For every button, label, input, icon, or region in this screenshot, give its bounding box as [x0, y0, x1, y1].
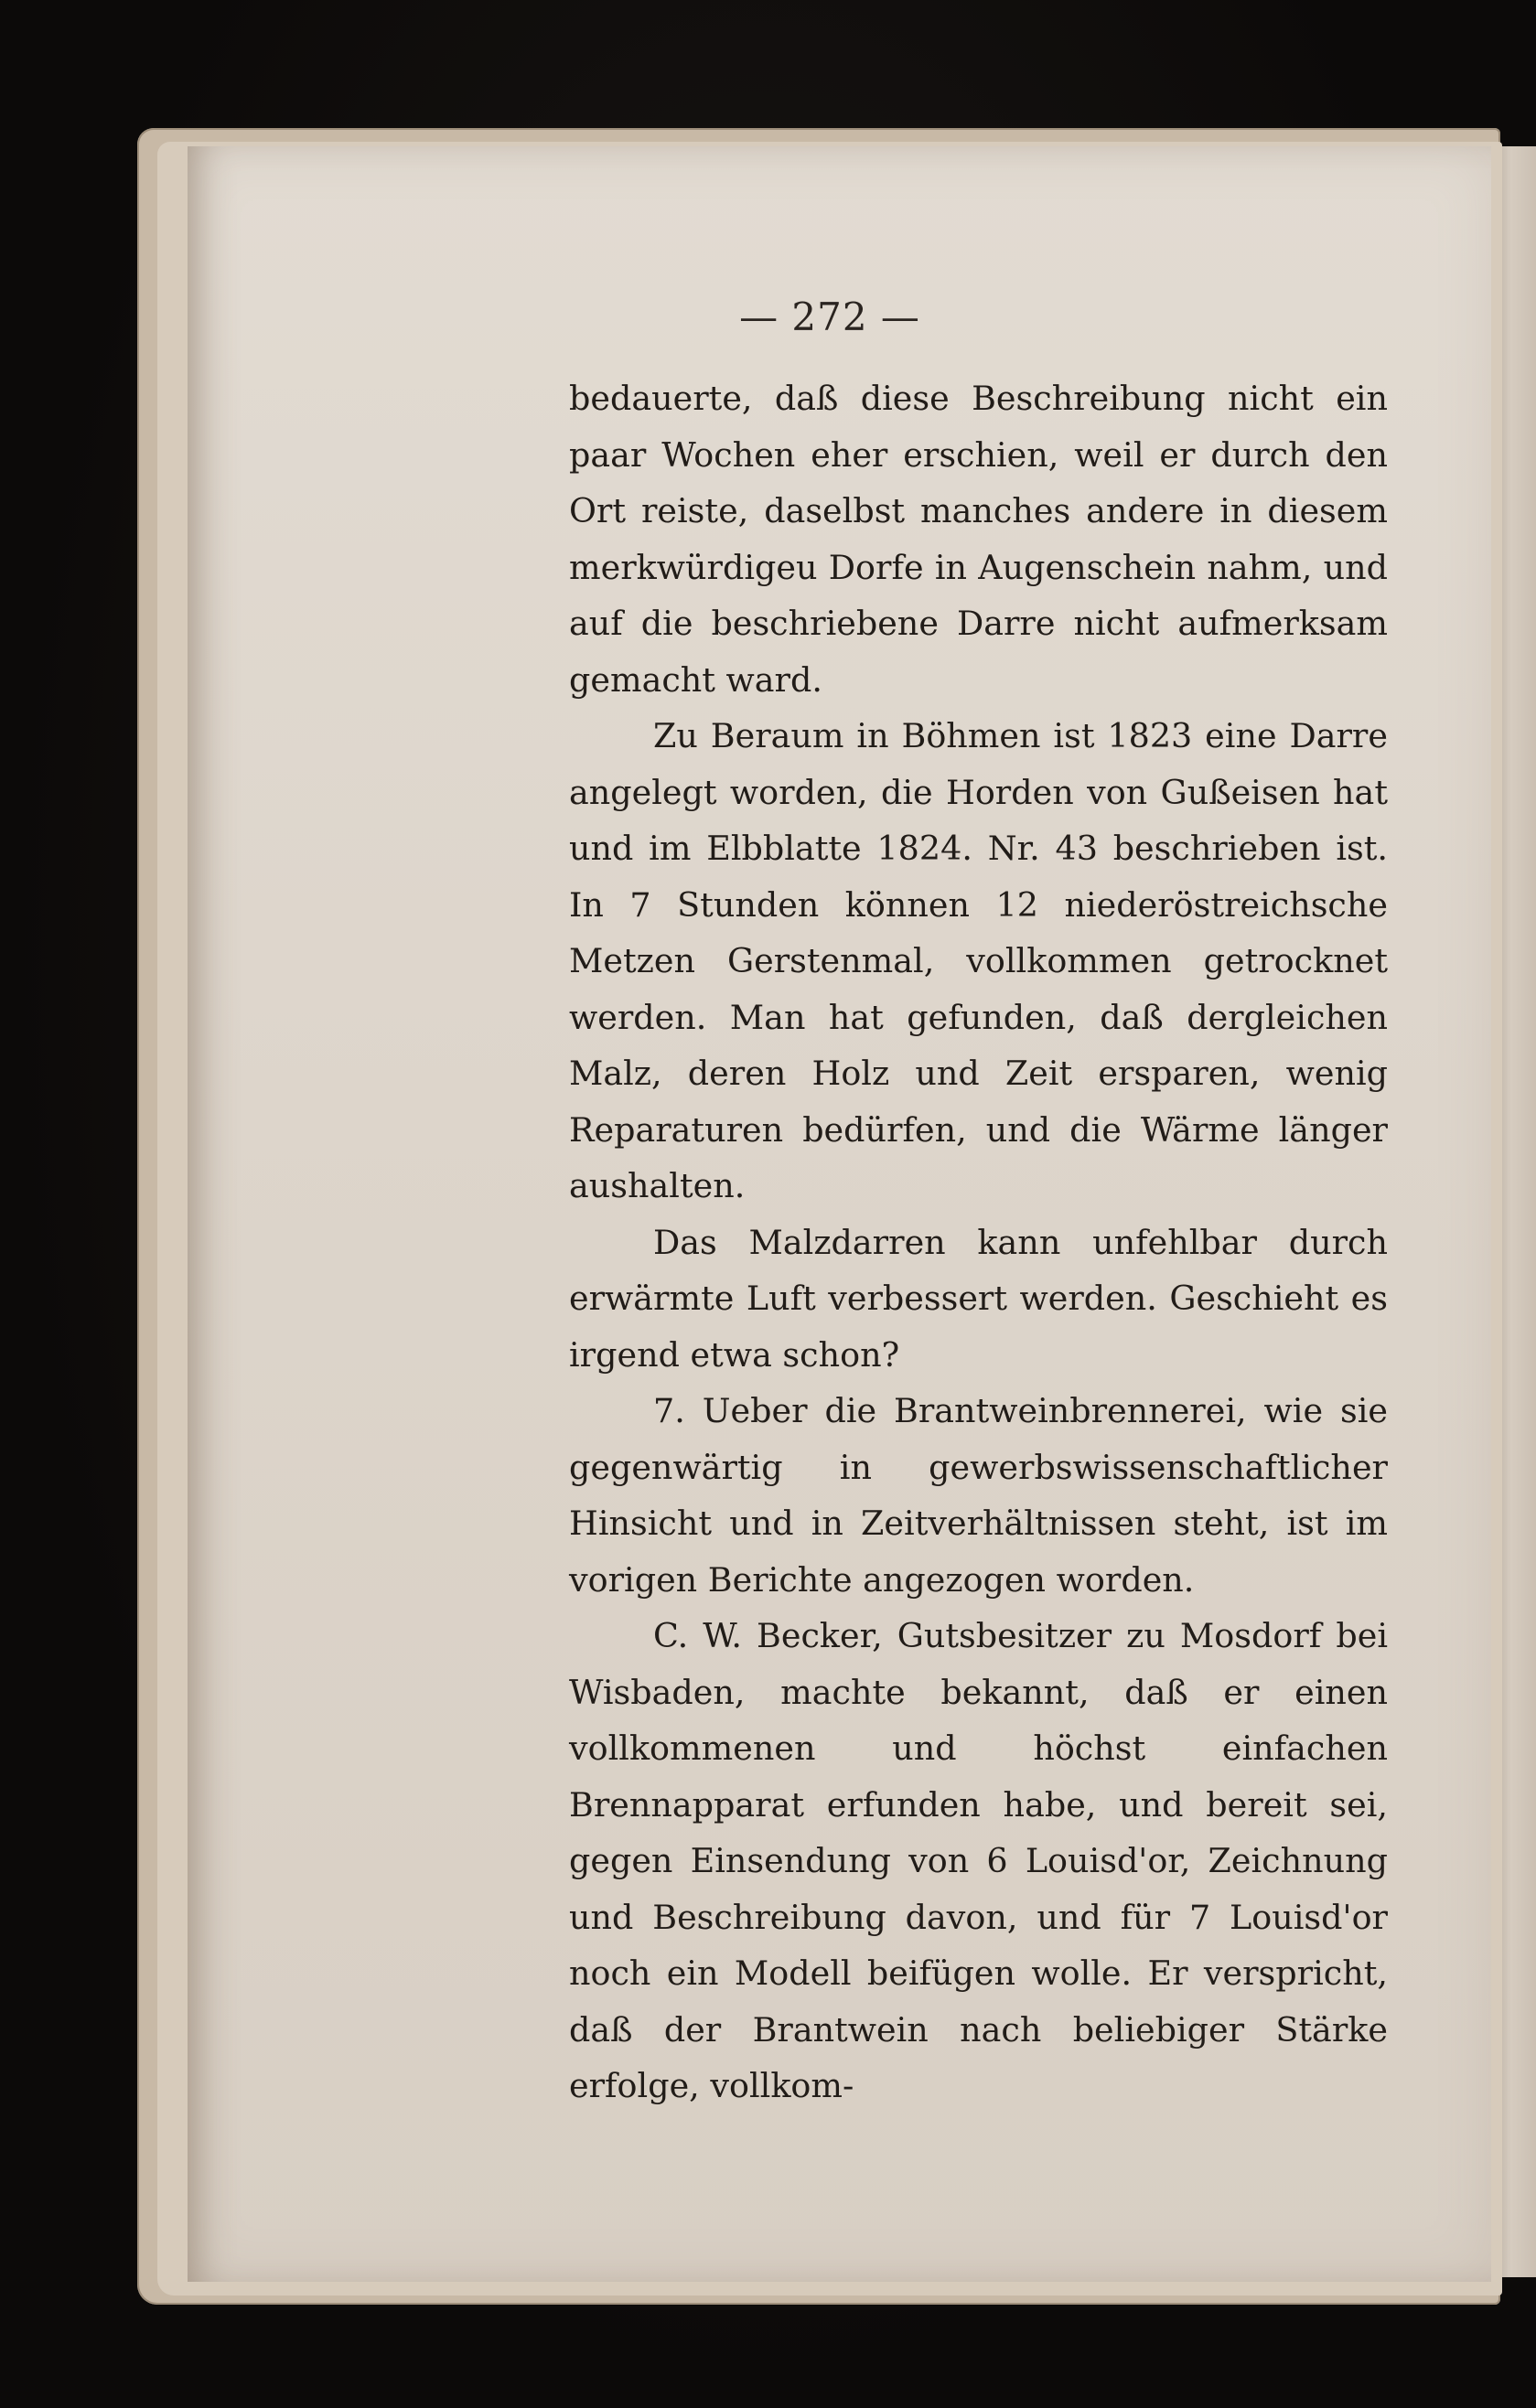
paragraph-malzdarren: Das Malzdarren kann unfehlbar durch erwärmte Luft verbessert werden. Geschieht es irgend etwa schon?: [569, 1222, 1388, 1375]
paragraph-continuation: bedauerte, daß diese Beschreibung nicht ein paar Wochen eher erschien, weil er durch den Ort reiste, daselbst manches andere in diesem merkwürdigeu Dorfe in Augenschein nahm, und auf die beschriebene Darre nicht aufmerksam gemacht ward.: [569, 379, 1388, 700]
body-text: [569, 370, 1388, 2114]
paragraph-beraum-darre: Zu Beraum in Böhmen ist 1823 eine Darre angelegt worden, die Horden von Gußeisen hat und im Elbblatte 1824. Nr. 43 beschrieben ist. In 7 Stunden können 12 niederöstreichsche Metzen Gerstenmal, vollkommen getrocknet werden. Man hat gefunden, daß dergleichen Malz, deren Holz und Zeit ersparen, wenig Reparaturen bedürfen, und die Wärme länger aushalten.: [569, 716, 1388, 1205]
paragraph-brantweinbrennerei: 7. Ueber die Brantweinbrennerei, wie sie gegenwärtig in gewerbswissenschaftlicher Hinsicht und in Zeitverhältnissen steht, ist im vorigen Berichte angezogen worden.: [569, 1391, 1388, 1600]
paragraph-becker-brennapparat: C. W. Becker, Gutsbesitzer zu Mosdorf bei Wisbaden, machte bekannt, daß er einen vollkommenen und höchst einfachen Brennapparat erfunden habe, und bereit sei, gegen Einsendung von 6 Louisd'or, Zeichnung und Beschreibung davon, und für 7 Louisd'or noch ein Modell beifügen wolle. Er verspricht, daß der Brantwein nach beliebiger Stärke erfolge, vollkom-: [569, 1616, 1388, 2105]
page-number: — 272 —: [739, 294, 920, 339]
